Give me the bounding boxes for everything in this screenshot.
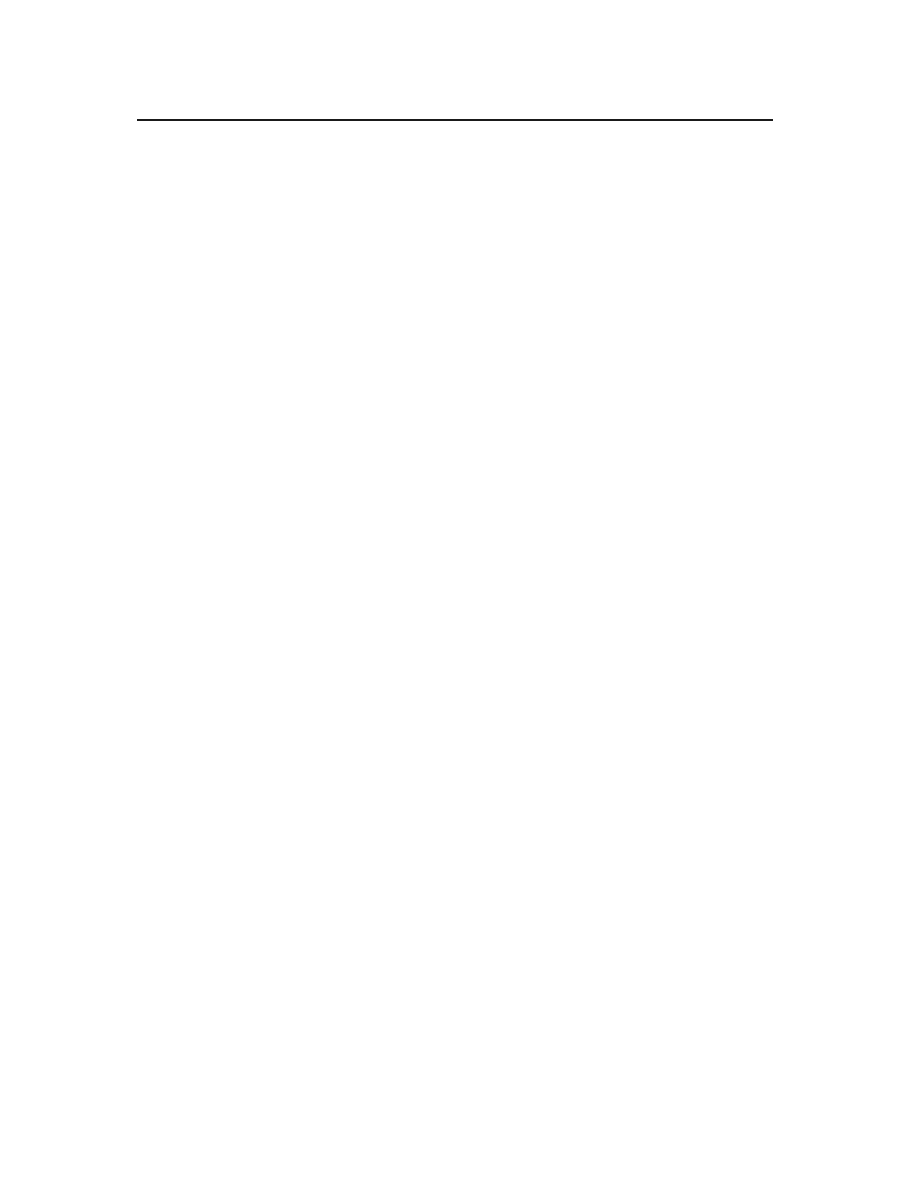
header-rule (137, 119, 773, 121)
